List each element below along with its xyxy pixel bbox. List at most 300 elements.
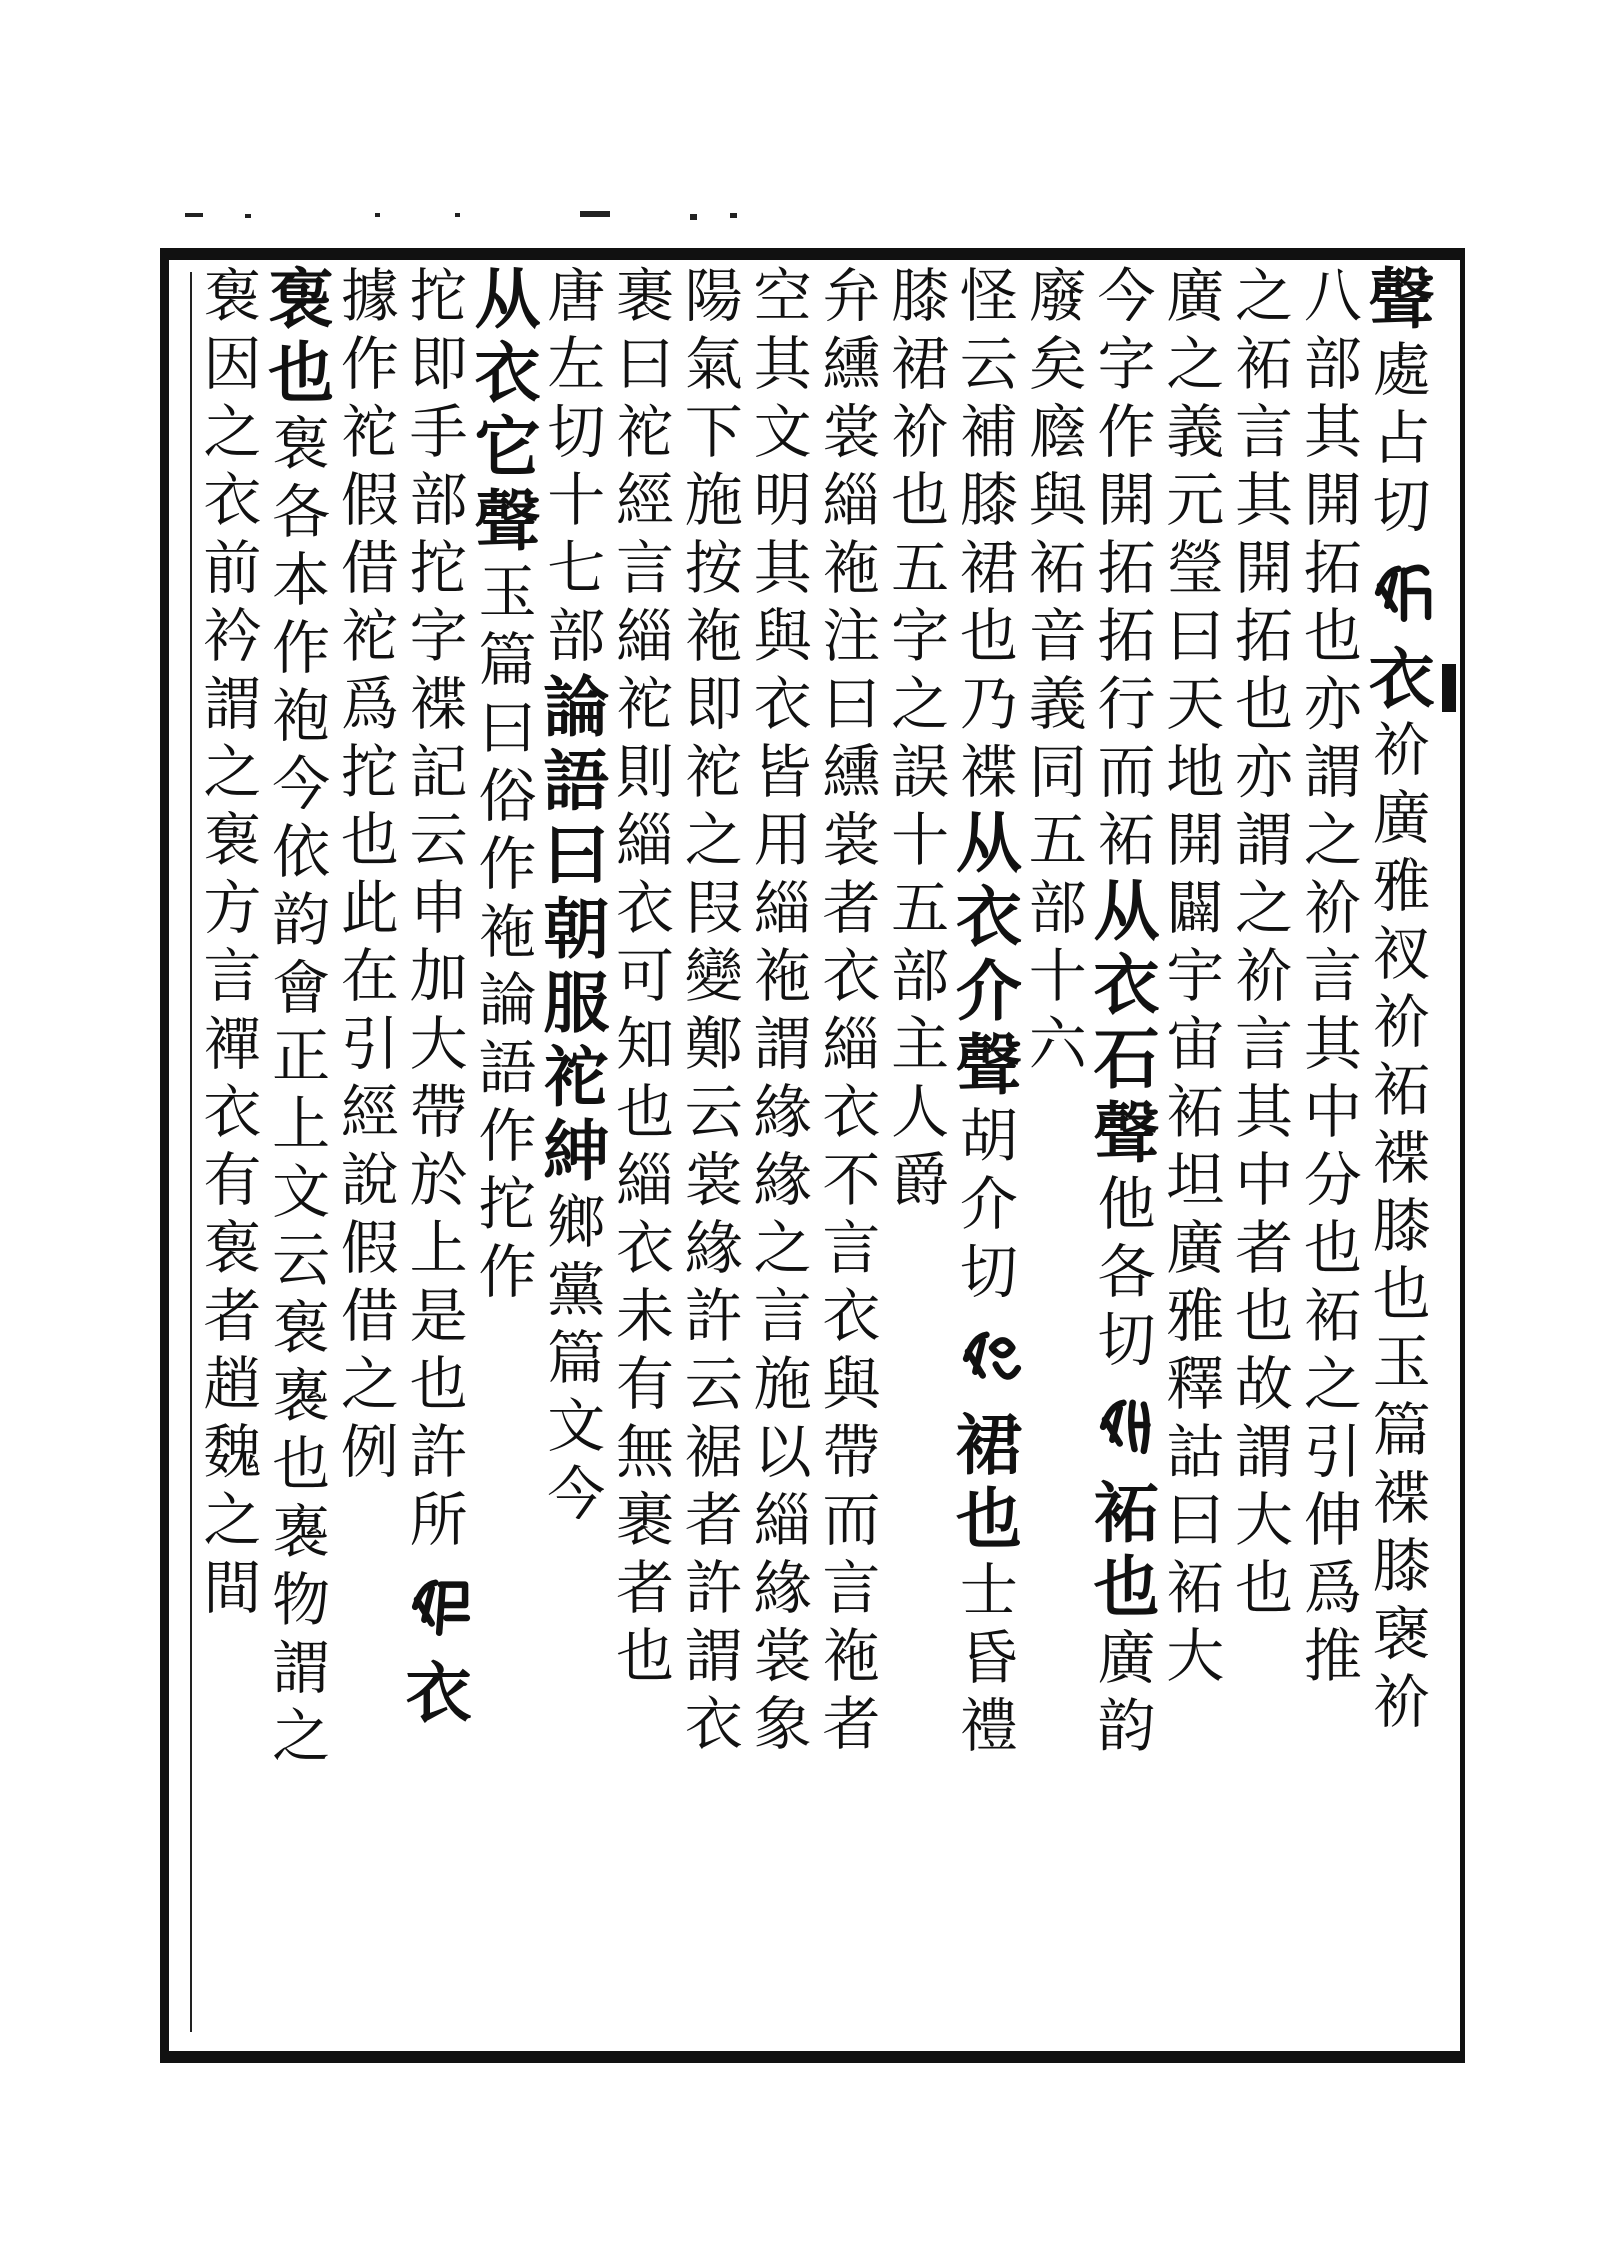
commentary-character: 之 — [203, 398, 262, 466]
commentary-character: 謂 — [1235, 1418, 1294, 1486]
commentary-character: 手 — [409, 398, 468, 466]
text-column — [1230, 262, 1299, 2052]
headword-character: 衣 — [1368, 640, 1435, 718]
commentary-character: 裳 — [753, 1622, 812, 1690]
commentary-character: 義 — [1166, 398, 1225, 466]
headword-character: 也 — [268, 334, 335, 412]
commentary-character: 衣 — [753, 670, 812, 738]
commentary-character: 言 — [822, 1554, 881, 1622]
commentary-character: 也 — [272, 1430, 331, 1498]
commentary-character: 拕 — [478, 1170, 537, 1238]
commentary-character: 緇 — [753, 1486, 812, 1554]
commentary-character: 大 — [1235, 1486, 1294, 1554]
headword-character: 語 — [543, 742, 610, 820]
commentary-character: 者 — [1235, 1214, 1294, 1282]
commentary-character: 緇 — [753, 874, 812, 942]
commentary-character: 五 — [891, 534, 950, 602]
commentary-character: 假 — [340, 466, 399, 534]
commentary-character: 之 — [340, 1350, 399, 1418]
commentary-character: 明 — [753, 466, 812, 534]
commentary-character: 也 — [1235, 1554, 1294, 1622]
commentary-character: 會 — [272, 954, 331, 1022]
commentary-character: 分 — [1303, 1146, 1362, 1214]
commentary-character: 緣 — [684, 1214, 743, 1282]
text-column — [955, 262, 1024, 2052]
commentary-character: 宇 — [1166, 942, 1225, 1010]
commentary-character: 人 — [891, 1078, 950, 1146]
commentary-character: 許 — [684, 1282, 743, 1350]
text-column — [267, 262, 336, 2052]
commentary-character: 文 — [272, 1158, 331, 1226]
text-column — [1298, 262, 1367, 2052]
headword-character: 朝 — [543, 890, 610, 968]
commentary-character: 字 — [409, 602, 468, 670]
commentary-character: 緇 — [616, 602, 675, 670]
commentary-character: 言 — [1303, 942, 1362, 1010]
commentary-character: 衸 — [1372, 988, 1431, 1056]
commentary-character: 緣 — [753, 1078, 812, 1146]
commentary-character: 知 — [616, 1010, 675, 1078]
commentary-character: 之 — [1303, 806, 1362, 874]
commentary-character: 褋 — [1372, 1464, 1431, 1532]
commentary-character: 也 — [616, 1078, 675, 1146]
commentary-character: 未 — [616, 1282, 675, 1350]
commentary-character: 裙 — [891, 330, 950, 398]
commentary-character: 袌 — [203, 262, 262, 330]
text-column — [817, 262, 886, 2052]
commentary-character: 義 — [1028, 670, 1087, 738]
commentary-character: 黨 — [547, 1256, 606, 1324]
inner-border-line — [190, 272, 192, 2032]
headword-character: 聲 — [474, 482, 541, 560]
commentary-character: 帶 — [409, 1078, 468, 1146]
text-column — [1023, 262, 1092, 2052]
commentary-character: 氣 — [684, 330, 743, 398]
commentary-character: 拕 — [409, 262, 468, 330]
commentary-character: 衣 — [822, 1078, 881, 1146]
commentary-character: 曰 — [478, 694, 537, 762]
commentary-character: 例 — [340, 1418, 399, 1486]
commentary-character: 言 — [203, 942, 262, 1010]
commentary-character: 施 — [753, 1350, 812, 1418]
commentary-character: 許 — [409, 1418, 468, 1486]
commentary-character: 介 — [959, 1170, 1018, 1238]
commentary-character: 論 — [478, 966, 537, 1034]
commentary-character: 禮 — [959, 1692, 1018, 1760]
commentary-character: 緇 — [616, 806, 675, 874]
commentary-character: 皆 — [753, 738, 812, 806]
commentary-character: 而 — [1097, 738, 1156, 806]
commentary-character: 衣 — [822, 1282, 881, 1350]
commentary-character: 雅 — [1372, 852, 1431, 920]
seal-character-garment-jie-icon — [1092, 1384, 1161, 1466]
commentary-character: 衣 — [684, 1690, 743, 1758]
commentary-character: 元 — [1166, 466, 1225, 534]
commentary-character: 拓 — [1097, 602, 1156, 670]
commentary-character: 與 — [1028, 466, 1087, 534]
commentary-character: 假 — [340, 1214, 399, 1282]
commentary-character: 也 — [1303, 1214, 1362, 1282]
commentary-character: 本 — [272, 546, 331, 614]
commentary-character: 裹 — [616, 262, 675, 330]
commentary-character: 謂 — [684, 1622, 743, 1690]
commentary-character: 象 — [753, 1690, 812, 1758]
commentary-character: 袘 — [478, 898, 537, 966]
commentary-character: 釋 — [1166, 1350, 1225, 1418]
commentary-character: 開 — [1235, 534, 1294, 602]
commentary-character: 間 — [203, 1554, 262, 1622]
commentary-character: 言 — [616, 534, 675, 602]
commentary-character: 瑩 — [1166, 534, 1225, 602]
commentary-character: 也 — [409, 1350, 468, 1418]
commentary-character: 六 — [1028, 1010, 1087, 1078]
commentary-character: 褋 — [1372, 1124, 1431, 1192]
commentary-character: 篇 — [478, 626, 537, 694]
commentary-character: 褋 — [409, 670, 468, 738]
commentary-character: 部 — [1028, 874, 1087, 942]
commentary-character: 作 — [478, 1238, 537, 1306]
commentary-character: 曰 — [1166, 1486, 1225, 1554]
commentary-character: 變 — [684, 942, 743, 1010]
text-column — [886, 262, 955, 2052]
commentary-character: 拓 — [1235, 602, 1294, 670]
text-columns — [198, 262, 1436, 2052]
commentary-character: 之 — [203, 1486, 262, 1554]
commentary-character: 補 — [959, 398, 1018, 466]
commentary-character: 所 — [409, 1486, 468, 1554]
commentary-character: 之 — [272, 1702, 331, 1770]
commentary-character: 廢 — [1028, 262, 1087, 330]
commentary-character: 之 — [1166, 330, 1225, 398]
commentary-character: 今 — [1097, 262, 1156, 330]
commentary-character: 袌 — [272, 410, 331, 478]
commentary-character: 言 — [822, 1214, 881, 1282]
commentary-character: 緇 — [616, 1146, 675, 1214]
commentary-character: 衸 — [1372, 716, 1431, 784]
commentary-character: 之 — [1303, 1350, 1362, 1418]
commentary-character: 施 — [684, 466, 743, 534]
commentary-character: 前 — [203, 534, 262, 602]
commentary-character: 作 — [478, 830, 537, 898]
text-column — [611, 262, 680, 2052]
commentary-character: 其 — [1303, 1010, 1362, 1078]
commentary-character: 袉 — [616, 670, 675, 738]
headword-character: 服 — [543, 964, 610, 1042]
commentary-character: 褋 — [959, 738, 1018, 806]
text-column — [1367, 262, 1436, 2052]
commentary-character: 之 — [1235, 262, 1294, 330]
commentary-character: 部 — [409, 466, 468, 534]
commentary-character: 物 — [272, 1566, 331, 1634]
commentary-character: 切 — [959, 1238, 1018, 1306]
commentary-character: 曰 — [616, 330, 675, 398]
commentary-character: 行 — [1097, 670, 1156, 738]
commentary-character: 五 — [891, 874, 950, 942]
commentary-character: 衸 — [1372, 1668, 1431, 1736]
commentary-character: 引 — [340, 1010, 399, 1078]
commentary-character: 地 — [1166, 738, 1225, 806]
commentary-character: 經 — [616, 466, 675, 534]
commentary-character: 云 — [684, 1078, 743, 1146]
commentary-character: 而 — [822, 1486, 881, 1554]
commentary-character: 可 — [616, 942, 675, 1010]
commentary-character: 各 — [1097, 1238, 1156, 1306]
commentary-character: 亦 — [1303, 670, 1362, 738]
commentary-character: 今 — [272, 750, 331, 818]
commentary-character: 也 — [1235, 670, 1294, 738]
commentary-character: 韵 — [272, 886, 331, 954]
commentary-character: 七 — [547, 534, 606, 602]
commentary-character: 云 — [409, 806, 468, 874]
commentary-character: 袘 — [822, 1622, 881, 1690]
commentary-character: 謂 — [203, 670, 262, 738]
commentary-character: 上 — [409, 1214, 468, 1282]
commentary-character: 八 — [1303, 262, 1362, 330]
headword-character: 衣 — [474, 334, 541, 412]
commentary-character: 袌 — [272, 1294, 331, 1362]
commentary-character: 方 — [203, 874, 262, 942]
commentary-character: 今 — [547, 1460, 606, 1528]
commentary-character: 廣 — [1166, 262, 1225, 330]
commentary-character: 也 — [616, 1622, 675, 1690]
commentary-character: 廕 — [1028, 398, 1087, 466]
commentary-character: 此 — [340, 874, 399, 942]
commentary-character: 以 — [753, 1418, 812, 1486]
commentary-character: 坦 — [1166, 1146, 1225, 1214]
text-column — [336, 262, 405, 2052]
commentary-character: 之 — [753, 1214, 812, 1282]
commentary-character: 文 — [753, 398, 812, 466]
commentary-character: 袉 — [340, 602, 399, 670]
commentary-character: 云 — [272, 1226, 331, 1294]
commentary-character: 其 — [1235, 466, 1294, 534]
commentary-character: 部 — [547, 602, 606, 670]
commentary-character: 切 — [547, 398, 606, 466]
headword-character: 也 — [955, 1480, 1022, 1558]
commentary-character: 中 — [1303, 1078, 1362, 1146]
commentary-character: 云 — [959, 330, 1018, 398]
commentary-character: 開 — [1097, 466, 1156, 534]
commentary-character: 許 — [684, 1554, 743, 1622]
commentary-character: 袉 — [616, 398, 675, 466]
commentary-character: 則 — [616, 738, 675, 806]
commentary-character: 宙 — [1166, 1010, 1225, 1078]
commentary-character: 衩 — [1372, 920, 1431, 988]
commentary-character: 切 — [1372, 472, 1431, 540]
text-column — [542, 262, 611, 2052]
commentary-character: 袍 — [272, 682, 331, 750]
commentary-character: 篇 — [1372, 1396, 1431, 1464]
commentary-character: 衣 — [822, 942, 881, 1010]
commentary-character: 裳 — [684, 1146, 743, 1214]
commentary-character: 袥 — [1166, 1078, 1225, 1146]
commentary-character: 引 — [1303, 1418, 1362, 1486]
seal-character-garment-skirt-icon — [955, 1316, 1024, 1398]
commentary-character: 部 — [1303, 330, 1362, 398]
commentary-character: 裹 — [616, 1486, 675, 1554]
headword-character: 論 — [543, 668, 610, 746]
commentary-character: 膝 — [1372, 1532, 1431, 1600]
headword-character: 聲 — [1368, 262, 1435, 338]
commentary-character: 也 — [959, 602, 1018, 670]
commentary-character: 謂 — [1235, 806, 1294, 874]
commentary-character: 帶 — [822, 1418, 881, 1486]
commentary-character: 在 — [340, 942, 399, 1010]
commentary-character: 廣 — [1097, 1624, 1156, 1692]
commentary-character: 字 — [1097, 330, 1156, 398]
commentary-character: 俗 — [478, 762, 537, 830]
commentary-character: 士 — [959, 1556, 1018, 1624]
commentary-character: 作 — [478, 1102, 537, 1170]
commentary-character: 衸 — [891, 398, 950, 466]
commentary-character: 爵 — [891, 1146, 950, 1214]
commentary-character: 者 — [822, 874, 881, 942]
page-specks — [185, 205, 785, 225]
commentary-character: 胡 — [959, 1102, 1018, 1170]
commentary-character: 衣 — [616, 874, 675, 942]
commentary-character: 袘 — [753, 942, 812, 1010]
headword-character: 石 — [1093, 1020, 1160, 1098]
commentary-character: 之 — [684, 806, 743, 874]
commentary-character: 曰 — [1166, 602, 1225, 670]
commentary-character: 詁 — [1166, 1418, 1225, 1486]
commentary-character: 其 — [753, 330, 812, 398]
commentary-character: 袌 — [203, 806, 262, 874]
commentary-character: 袥 — [1303, 1282, 1362, 1350]
commentary-character: 裾 — [684, 1418, 743, 1486]
commentary-character: 說 — [340, 1146, 399, 1214]
text-column — [679, 262, 748, 2052]
commentary-character: 鄉 — [547, 1188, 606, 1256]
headword-character: 衣 — [955, 878, 1022, 956]
commentary-character: 十 — [547, 466, 606, 534]
commentary-character: 廣 — [1372, 784, 1431, 852]
commentary-character: 也 — [1372, 1260, 1431, 1328]
commentary-character: 雅 — [1166, 1282, 1225, 1350]
commentary-character: 作 — [340, 330, 399, 398]
commentary-character: 拕 — [340, 738, 399, 806]
commentary-character: 怪 — [959, 262, 1018, 330]
commentary-character: 占 — [1372, 404, 1431, 472]
commentary-character: 闢 — [1166, 874, 1225, 942]
commentary-character: 者 — [684, 1486, 743, 1554]
commentary-character: 裙 — [959, 534, 1018, 602]
commentary-character: 切 — [1097, 1306, 1156, 1374]
commentary-character: 據 — [340, 262, 399, 330]
commentary-character: 他 — [1097, 1170, 1156, 1238]
headword-character: 袥 — [1093, 1474, 1160, 1552]
commentary-character: 謂 — [1303, 738, 1362, 806]
commentary-character: 袥 — [1097, 806, 1156, 874]
commentary-character: 乃 — [959, 670, 1018, 738]
commentary-character: 部 — [891, 942, 950, 1010]
commentary-character: 袘 — [822, 534, 881, 602]
commentary-character: 用 — [753, 806, 812, 874]
commentary-character: 十 — [1028, 942, 1087, 1010]
commentary-character: 與 — [753, 602, 812, 670]
headword-character: 紳 — [543, 1112, 610, 1190]
commentary-character: 也 — [1303, 602, 1362, 670]
commentary-character: 袥 — [1372, 1056, 1431, 1124]
commentary-character: 鄭 — [684, 1010, 743, 1078]
commentary-character: 大 — [409, 1010, 468, 1078]
commentary-character: 下 — [684, 398, 743, 466]
commentary-character: 謂 — [753, 1010, 812, 1078]
seal-character-garment-ju-icon — [404, 1564, 473, 1646]
commentary-character: 言 — [753, 1282, 812, 1350]
commentary-character: 大 — [1166, 1622, 1225, 1690]
commentary-character: 袉 — [340, 398, 399, 466]
commentary-character: 緣 — [753, 1146, 812, 1214]
commentary-character: 即 — [684, 670, 743, 738]
commentary-character: 各 — [272, 478, 331, 546]
commentary-character: 唐 — [547, 262, 606, 330]
commentary-character: 叚 — [684, 874, 743, 942]
commentary-character: 其 — [753, 534, 812, 602]
commentary-character: 衣 — [616, 1214, 675, 1282]
commentary-character: 作 — [272, 614, 331, 682]
commentary-character: 也 — [891, 466, 950, 534]
commentary-character: 上 — [272, 1090, 331, 1158]
commentary-character: 按 — [684, 534, 743, 602]
headword-character: 聲 — [1093, 1094, 1160, 1172]
commentary-character: 曰 — [822, 670, 881, 738]
commentary-character: 膝 — [1372, 1192, 1431, 1260]
commentary-character: 主 — [891, 1010, 950, 1078]
commentary-character: 正 — [272, 1022, 331, 1090]
seal-character-garment-stone-icon — [1367, 550, 1436, 632]
commentary-character: 也 — [340, 806, 399, 874]
commentary-character: 纁 — [822, 330, 881, 398]
commentary-character: 與 — [822, 1350, 881, 1418]
commentary-character: 借 — [340, 534, 399, 602]
headword-character: 从 — [474, 262, 541, 338]
headword-character: 介 — [955, 952, 1022, 1030]
commentary-character: 左 — [547, 330, 606, 398]
commentary-character: 不 — [822, 1146, 881, 1214]
commentary-character: 裳 — [822, 398, 881, 466]
commentary-character: 注 — [822, 602, 881, 670]
commentary-character: 衿 — [203, 602, 262, 670]
commentary-character: 有 — [616, 1350, 675, 1418]
commentary-character: 記 — [409, 738, 468, 806]
commentary-character: 裳 — [822, 806, 881, 874]
commentary-character: 亦 — [1235, 738, 1294, 806]
commentary-character: 中 — [1235, 1146, 1294, 1214]
commentary-character: 其 — [1303, 398, 1362, 466]
commentary-character: 空 — [753, 262, 812, 330]
commentary-character: 襌 — [203, 1010, 262, 1078]
commentary-character: 褢 — [272, 1498, 331, 1566]
text-column — [198, 262, 267, 2052]
commentary-character: 膝 — [959, 466, 1018, 534]
fishtail-mark — [1442, 664, 1456, 712]
commentary-character: 衣 — [203, 1078, 262, 1146]
commentary-character: 緇 — [822, 466, 881, 534]
commentary-character: 爲 — [1303, 1554, 1362, 1622]
commentary-character: 文 — [547, 1392, 606, 1460]
text-column — [1092, 262, 1161, 2052]
commentary-character: 音 — [1028, 602, 1087, 670]
commentary-character: 處 — [1372, 336, 1431, 404]
commentary-character: 十 — [891, 806, 950, 874]
commentary-character: 同 — [1028, 738, 1087, 806]
commentary-character: 袥 — [1028, 534, 1087, 602]
headword-character: 从 — [955, 804, 1022, 882]
headword-character: 也 — [1093, 1548, 1160, 1626]
headword-character: 袉 — [543, 1038, 610, 1116]
commentary-character: 之 — [1235, 874, 1294, 942]
